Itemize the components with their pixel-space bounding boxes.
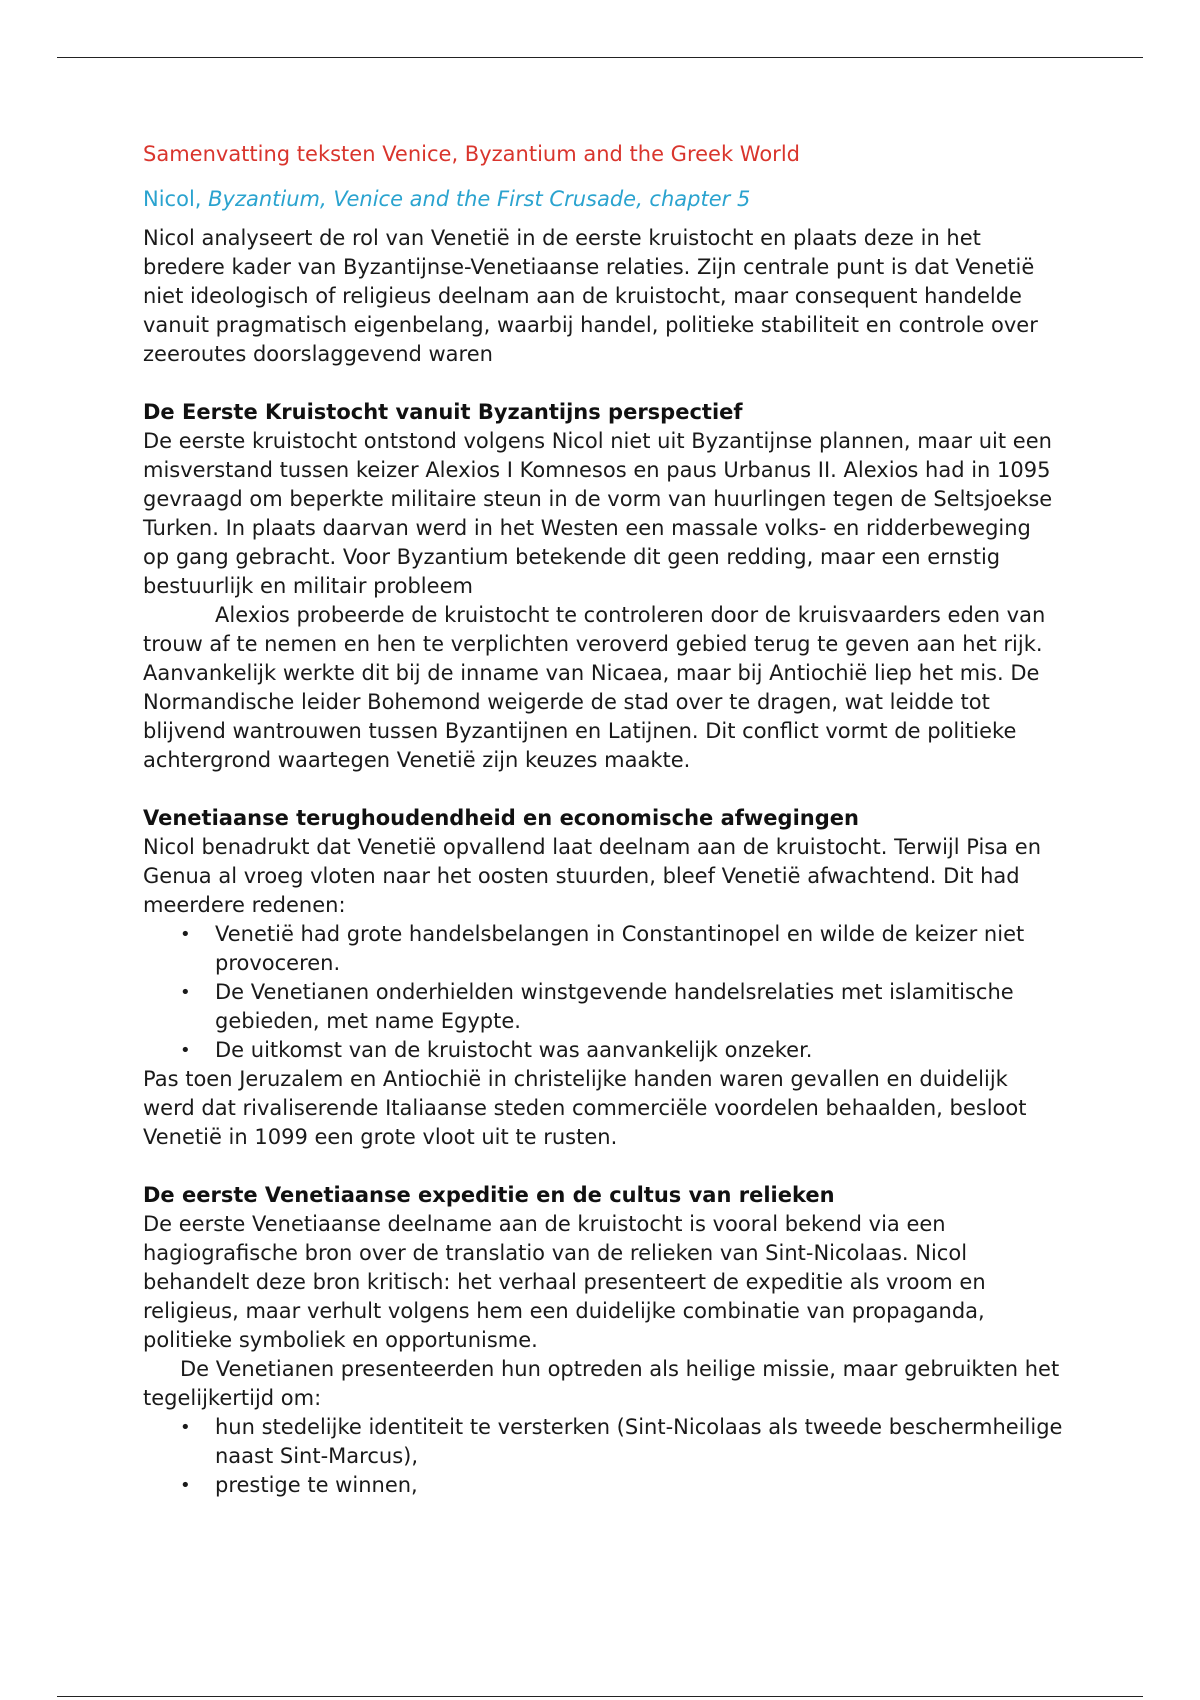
header-rule: [57, 57, 1143, 58]
spacer: [143, 369, 1063, 398]
section-paragraph: Nicol benadrukt dat Venetië opvallend laat deelnam aan de kruistocht. Terwijl Pisa en Genua al vroeg vloten naar het oosten stuurden, bleef Venetië afwachtend. Dit had meerdere redenen:: [143, 835, 1042, 917]
subtitle-author: Nicol,: [143, 187, 209, 211]
list-item: • De Venetianen onderhielden winstgevende handelsrelaties met islamitische gebieden, met name Egypte.: [143, 978, 1063, 1036]
section-paragraph: Pas toen Jeruzalem en Antiochië in christelijke handen waren gevallen en duidelijk werd dat rivaliserende Italiaanse steden commerciële voordelen behaalden, besloot Venetië in 1099 een grote vloot uit te rusten.: [143, 1067, 1027, 1149]
section-paragraph: De eerste kruistocht ontstond volgens Nicol niet uit Byzantijnse plannen, maar uit een misverstand tussen keizer Alexios I Komnesos en paus Urbanus II. Alexios had in 1095 gevraagd om beperkte militaire steun in de vorm van huurlingen tegen de Seltsjoekse Turken. In plaats daarvan werd in het Westen een massale volks- en ridderbeweging op gang gebracht. Voor Byzantium betekende dit geen redding, maar een ernstig bestuurlijk en militair probleem: [143, 429, 1053, 598]
intro-paragraph: Nicol analyseert de rol van Venetië in de eerste kruistocht en plaats deze in het bredere kader van Byzantijnse-Venetiaanse relaties. Zijn centrale punt is dat Venetië niet ideologisch of religieus deelnam aan de kruistocht, maar consequent handelde vanuit pragmatisch eigenbelang, waarbij handel, politieke stabiliteit en controle over zeeroutes doorslaggevend waren: [143, 226, 1038, 366]
section-paragraph: De eerste Venetiaanse deelname aan de kruistocht is vooral bekend via een hagiografische bron over de translatio van de relieken van Sint-Nicolaas. Nicol behandelt deze bron kritisch: het verhaal presenteert de expeditie als vroom en religieus, maar verhult volgens hem een duidelijke combinatie van propaganda, politieke symboliek en opportunisme.: [143, 1212, 986, 1352]
document-title: Samenvatting teksten Venice, Byzantium and the Greek World: [143, 142, 800, 166]
section-paragraph: De Venetianen presenteerden hun optreden als heilige missie, maar gebruikten het tegelijkertijd om:: [143, 1357, 1060, 1410]
spacer: [143, 775, 1063, 804]
section-heading: De Eerste Kruistocht vanuit Byzantijns perspectief: [143, 400, 743, 424]
section-heading: Venetiaanse terughoudendheid en economische afwegingen: [143, 806, 859, 830]
section-heading: De eerste Venetiaanse expeditie en de cultus van relieken: [143, 1183, 835, 1207]
section-paragraph: Alexios probeerde de kruistocht te controleren door de kruisvaarders eden van trouw af te nemen en hen te verplichten veroverd gebied terug te geven aan het rijk. Aanvankelijk werkte dit bij de inname van Nicaea, maar bij Antiochië liep het mis. De Normandische leider Bohemond weigerde de stad over te dragen, wat leidde tot blijvend wantrouwen tussen Byzantijnen en Latijnen. Dit conflict vormt de politieke achtergrond waartegen Venetië zijn keuzes maakte.: [143, 603, 1046, 772]
list-item: • Venetië had grote handelsbelangen in Constantinopel en wilde de keizer niet provoceren.: [143, 920, 1063, 978]
bullet-list: [143, 920, 1063, 1065]
list-item: • prestige te winnen,: [143, 1471, 1063, 1500]
subtitle-work: Byzantium, Venice and the First Crusade, chapter 5: [208, 187, 751, 211]
document-page: [143, 140, 1063, 1500]
spacer: [143, 1152, 1063, 1181]
list-item: • hun stedelijke identiteit te versterken (Sint-Nicolaas als tweede beschermheilige naast Sint-Marcus),: [143, 1413, 1063, 1471]
bullet-list: [143, 1413, 1063, 1500]
footer-rule: [57, 1696, 1143, 1697]
document-subtitle: [143, 185, 1063, 214]
list-item: • De uitkomst van de kruistocht was aanvankelijk onzeker.: [143, 1036, 1063, 1065]
